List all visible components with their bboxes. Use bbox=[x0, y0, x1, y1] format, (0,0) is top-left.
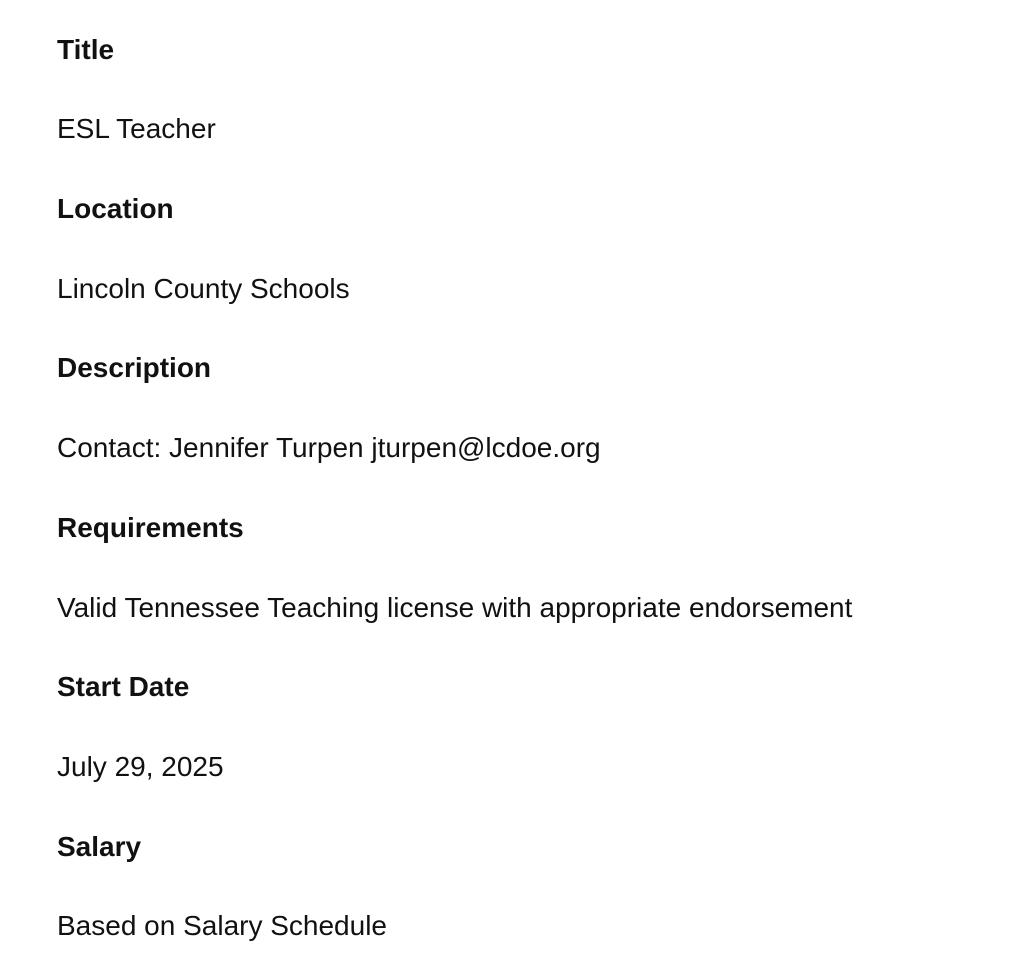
salary-label: Salary bbox=[57, 831, 142, 862]
start-date-label: Start Date bbox=[57, 671, 190, 702]
location-label: Location bbox=[57, 193, 174, 224]
start-date-value: July 29, 2025 bbox=[57, 751, 224, 782]
description-value: Contact: Jennifer Turpen jturpen@lcdoe.org bbox=[57, 432, 601, 463]
description-label: Description bbox=[57, 352, 212, 383]
salary-value: Based on Salary Schedule bbox=[57, 910, 387, 941]
location-value: Lincoln County Schools bbox=[57, 273, 350, 304]
requirements-label: Requirements bbox=[57, 512, 244, 543]
title-value: ESL Teacher bbox=[57, 113, 216, 144]
requirements-value: Valid Tennessee Teaching license with appropriate endorsement bbox=[57, 592, 853, 623]
title-label: Title bbox=[57, 34, 115, 65]
